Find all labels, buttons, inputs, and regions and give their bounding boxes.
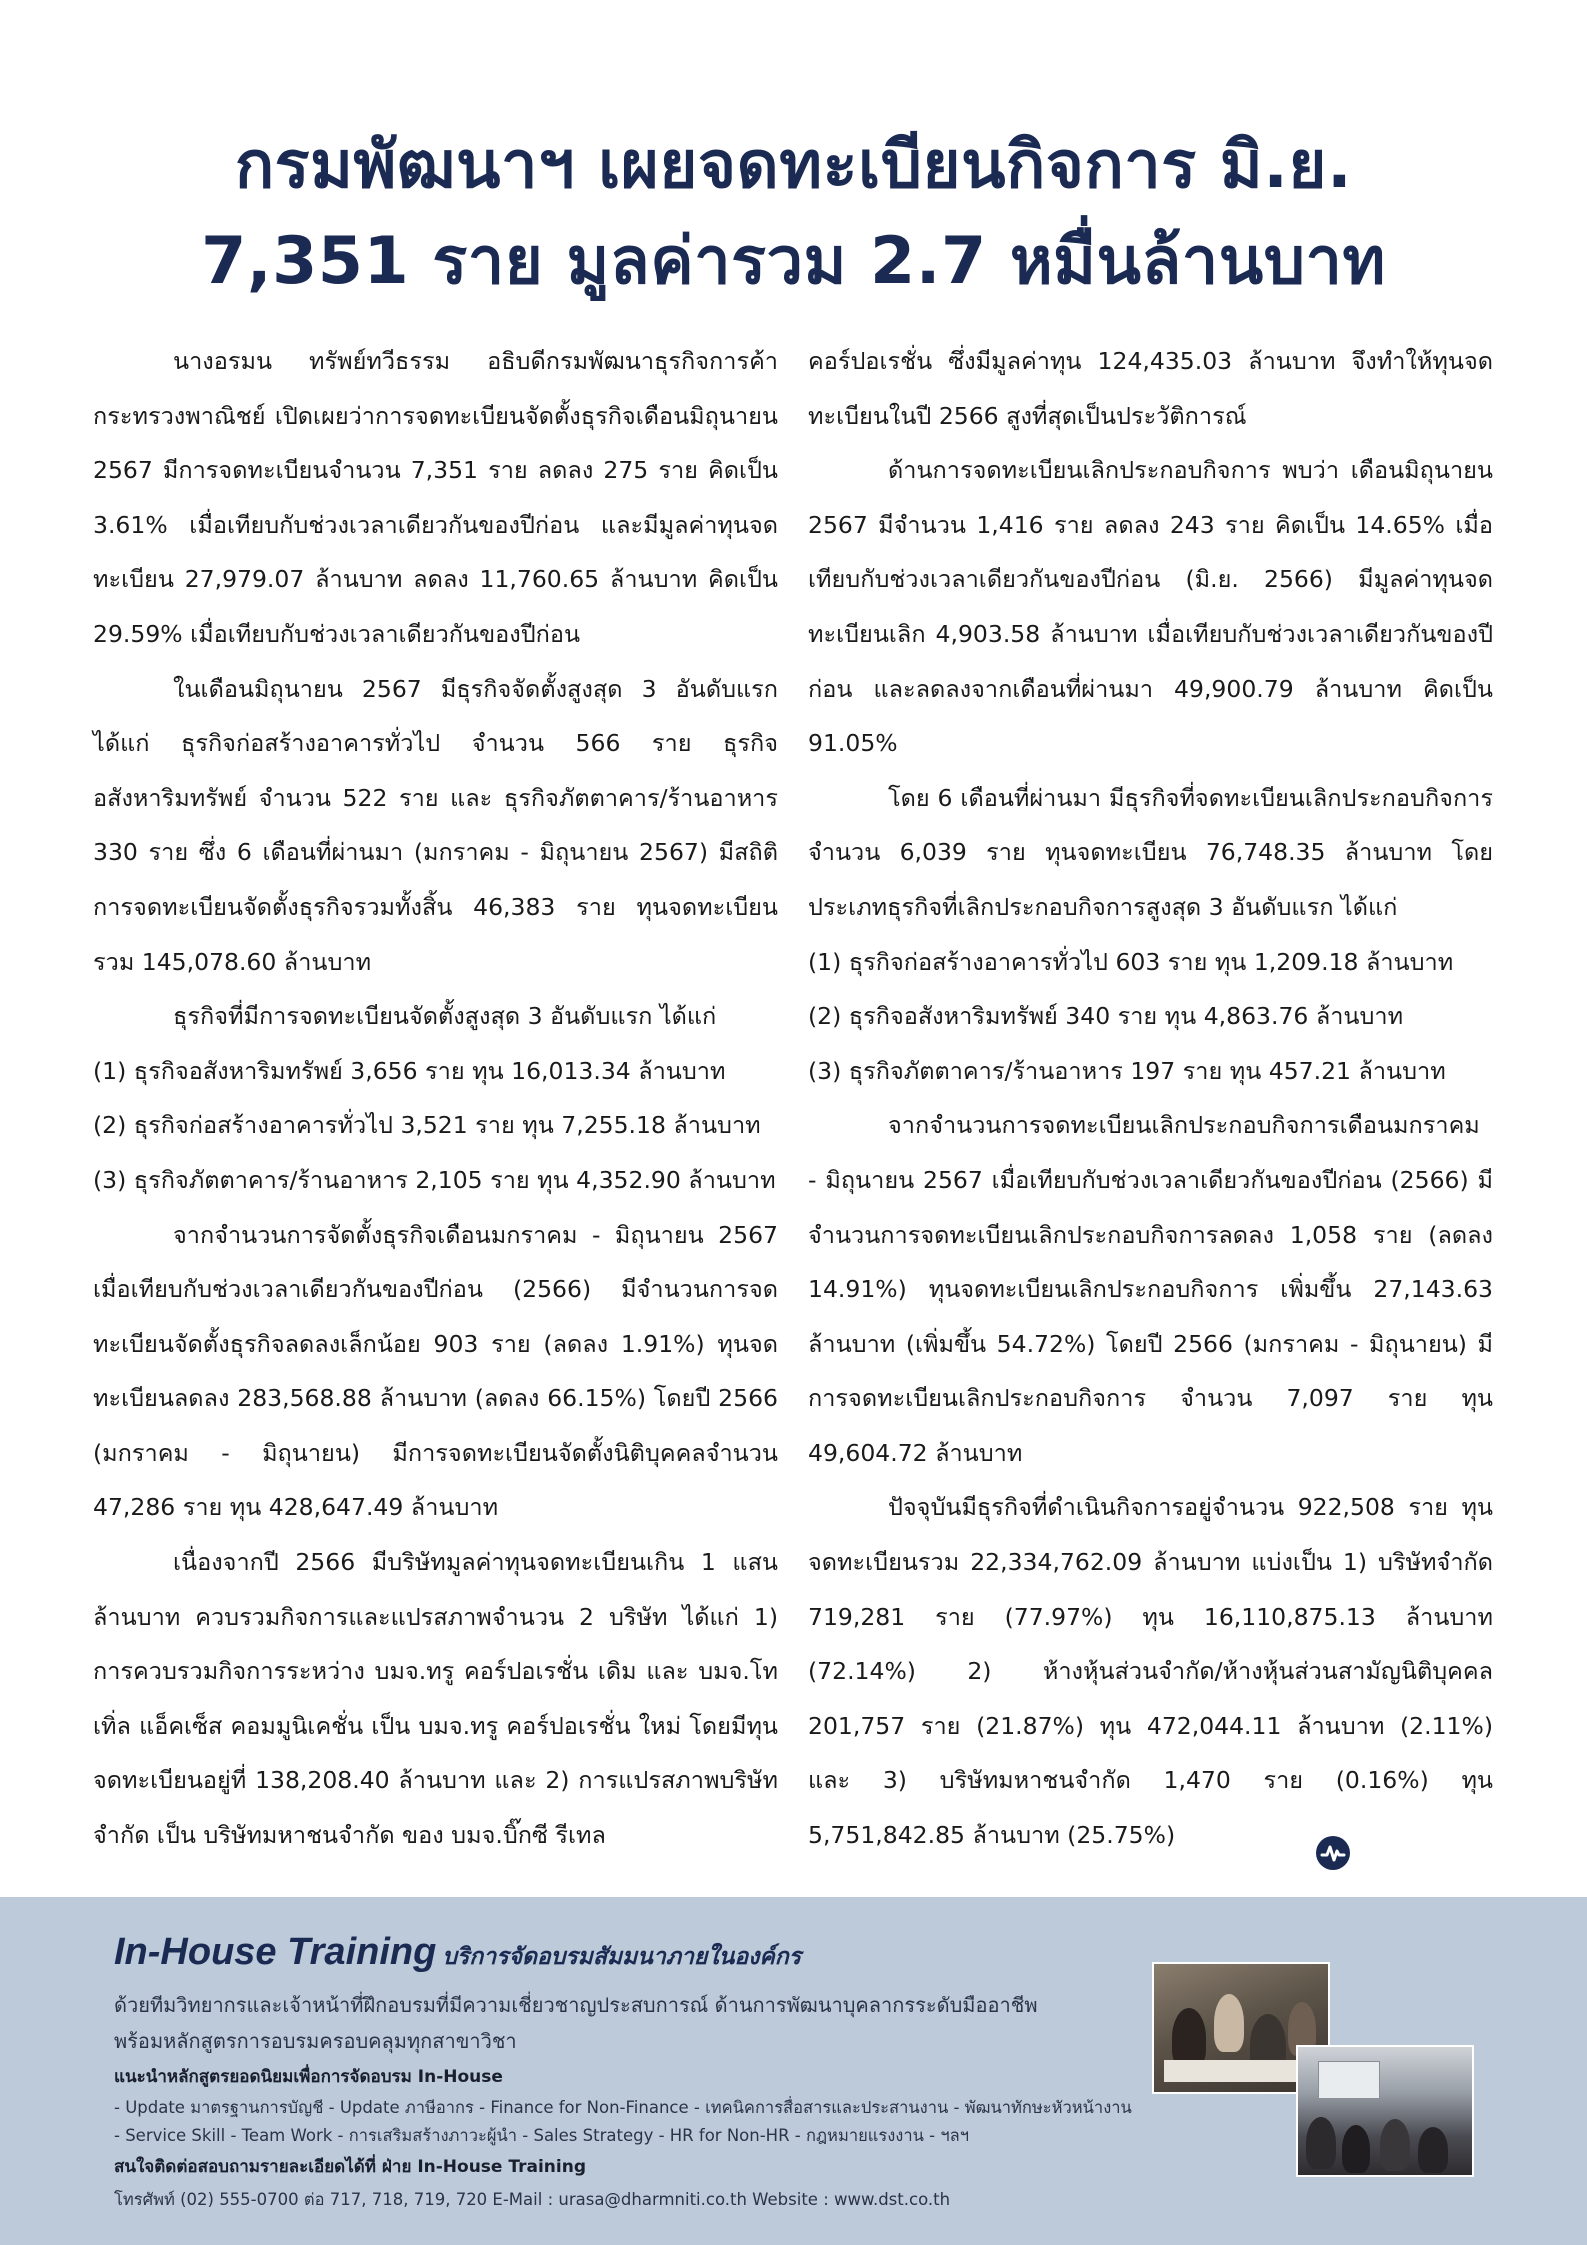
- contact-heading: สนใจติดต่อสอบถามรายละเอียดได้ที่ ฝ่าย In-House Training: [114, 2157, 586, 2177]
- paragraph-left-3: ธุรกิจที่มีการจดทะเบียนจัดตั้งสูงสุด 3 อันดับแรก ได้แก่: [173, 1002, 717, 1031]
- paragraph-left-6: (3) ธุรกิจภัตตาคาร/ร้านอาหาร 2,105 ราย ทุน 4,352.90 ล้านบาท: [93, 1165, 776, 1194]
- paragraph-right-3: โดย 6 เดือนที่ผ่านมา มีธุรกิจที่จดทะเบียนเลิกประกอบกิจการจำนวน 6,039 ราย ทุนจดทะเบียน 76,748.35 ล้านบาท โดยประเภทธุรกิจที่เลิกประกอบกิจการสูงสุด 3 อันดับแรก ได้แก่: [808, 783, 1493, 921]
- paragraph-left-1: นางอรมน ทรัพย์ทวีธรรม อธิบดีกรมพัฒนาธุรกิจการค้า กระทรวงพาณิชย์ เปิดเผยว่าการจดทะเบียนจัดตั้งธุรกิจเดือนมิถุนายน 2567 มีการจดทะเบียนจำนวน 7,351 ราย ลดลง 275 ราย คิดเป็น 3.61% เมื่อเทียบกับช่วงเวลาเดียวกันของปีก่อน และมีมูลค่าทุนจดทะเบียน 27,979.07 ล้านบาท ลดลง 11,760.65 ล้านบาท คิดเป็น 29.59% เมื่อเทียบกับช่วงเวลาเดียวกันของปีก่อน: [93, 347, 778, 648]
- contact-info: โทรศัพท์ (02) 555-0700 ต่อ 717, 718, 719, 720 E-Mail : urasa@dharmniti.co.th Website : www.dst.co.th: [114, 2190, 951, 2209]
- paragraph-right-2: ด้านการจดทะเบียนเลิกประกอบกิจการ พบว่า เดือนมิถุนายน 2567 มีจำนวน 1,416 ราย ลดลง 243 ราย คิดเป็น 14.65% เมื่อเทียบกับช่วงเวลาเดียวกันของปีก่อน (มิ.ย. 2566) มีมูลค่าทุนจดทะเบียนเลิก 4,903.58 ล้านบาท เมื่อเทียบกับช่วงเวลาเดียวกันของปีก่อน และลดลงจากเดือนที่ผ่านมา 49,900.79 ล้านบาท คิดเป็น 91.05%: [808, 456, 1493, 758]
- headline-line-1: กรมพัฒนาฯ เผยจดทะเบียนกิจการ มิ.ย.: [234, 128, 1353, 203]
- banner-brand: In-House Training: [114, 1931, 437, 1973]
- training-photo-2: [1296, 2045, 1474, 2177]
- paragraph-right-6: (3) ธุรกิจภัตตาคาร/ร้านอาหาร 197 ราย ทุน 457.21 ล้านบาท: [808, 1056, 1446, 1085]
- end-of-article-logo-icon: [1316, 1836, 1350, 1870]
- banner-title: [114, 1931, 801, 1975]
- paragraph-left-5: (2) ธุรกิจก่อสร้างอาคารทั่วไป 3,521 ราย ทุน 7,255.18 ล้านบาท: [93, 1111, 761, 1140]
- courses-list-line-2: - Service Skill - Team Work - การเสริมสร้างภาวะผู้นำ - Sales Strategy - HR for Non-HR - กฎหมายแรงงาน - ฯลฯ: [114, 2126, 969, 2145]
- paragraph-left-4: (1) ธุรกิจอสังหาริมทรัพย์ 3,656 ราย ทุน 16,013.34 ล้านบาท: [93, 1056, 726, 1085]
- paragraph-right-1: คอร์ปอเรชั่น ซึ่งมีมูลค่าทุน 124,435.03 ล้านบาท จึงทำให้ทุนจดทะเบียนในปี 2566 สูงที่สุดเป็นประวัติการณ์: [808, 347, 1493, 430]
- banner-description-line-2: พร้อมหลักสูตรการอบรมครอบคลุมทุกสาขาวิชา: [114, 2029, 517, 2053]
- article-column-left: [93, 334, 778, 1863]
- banner-subtitle: บริการจัดอบรมสัมมนาภายในองค์กร: [442, 1944, 802, 1970]
- paragraph-right-8: ปัจจุบันมีธุรกิจที่ดำเนินกิจการอยู่จำนวน 922,508 ราย ทุนจดทะเบียนรวม 22,334,762.09 ล้านบาท แบ่งเป็น 1) บริษัทจำกัด 719,281 ราย (77.97%) ทุน 16,110,875.13 ล้านบาท (72.14%) 2) ห้างหุ้นส่วนจำกัด/ห้างหุ้นส่วนสามัญนิติบุคคล 201,757 ราย (21.87%) ทุน 472,044.11 ล้านบาท (2.11%) และ 3) บริษัทมหาชนจำกัด 1,470 ราย (0.16%) ทุน 5,751,842.85 ล้านบาท (25.75%): [808, 1493, 1493, 1850]
- headline: [120, 118, 1467, 310]
- article-column-right: [808, 334, 1493, 1863]
- courses-list-line-1: - Update มาตรฐานการบัญชี - Update ภาษีอากร - Finance for Non-Finance - เทคนิคการสื่อสารและประสานงาน - พัฒนาทักษะหัวหน้างาน: [114, 2098, 1132, 2117]
- banner-description-line-1: ด้วยทีมวิทยากรและเจ้าหน้าที่ฝึกอบรมที่มีความเชี่ยวชาญประสบการณ์ ด้านการพัฒนาบุคลากรระดับมืออาชีพ: [114, 1993, 1038, 2017]
- headline-line-2: 7,351 ราย มูลค่ารวม 2.7 หมื่นล้านบาท: [201, 224, 1386, 299]
- paragraph-right-4: (1) ธุรกิจก่อสร้างอาคารทั่วไป 603 ราย ทุน 1,209.18 ล้านบาท: [808, 947, 1454, 976]
- in-house-training-banner: [0, 1897, 1587, 2245]
- paragraph-left-8: เนื่องจากปี 2566 มีบริษัทมูลค่าทุนจดทะเบียนเกิน 1 แสนล้านบาท ควบรวมกิจการและแปรสภาพจำนวน 2 บริษัท ได้แก่ 1) การควบรวมกิจการระหว่าง บมจ.ทรู คอร์ปอเรชั่น เดิม และ บมจ.โทเทิ่ล แอ็คเซ็ส คอมมูนิเคชั่น เป็น บมจ.ทรู คอร์ปอเรชั่น ใหม่ โดยมีทุนจดทะเบียนอยู่ที่ 138,208.40 ล้านบาท และ 2) การแปรสภาพบริษัทจำกัด เป็น บริษัทมหาชนจำกัด ของ บมจ.บิ๊กซี รีเทล: [93, 1548, 778, 1850]
- paragraph-right-7: จากจำนวนการจดทะเบียนเลิกประกอบกิจการเดือนมกราคม - มิถุนายน 2567 เมื่อเทียบกับช่วงเวลาเดียวกันของปีก่อน (2566) มีจำนวนการจดทะเบียนเลิกประกอบกิจการลดลง 1,058 ราย (ลดลง 14.91%) ทุนจดทะเบียนเลิกประกอบกิจการ เพิ่มขึ้น 27,143.63 ล้านบาท (เพิ่มขึ้น 54.72%) โดยปี 2566 (มกราคม - มิถุนายน) มีการจดทะเบียนเลิกประกอบกิจการ จำนวน 7,097 ราย ทุน 49,604.72 ล้านบาท: [808, 1111, 1493, 1467]
- paragraph-right-5: (2) ธุรกิจอสังหาริมทรัพย์ 340 ราย ทุน 4,863.76 ล้านบาท: [808, 1002, 1404, 1031]
- paragraph-left-7: จากจำนวนการจัดตั้งธุรกิจเดือนมกราคม - มิถุนายน 2567 เมื่อเทียบกับช่วงเวลาเดียวกันของปีก่อน (2566) มีจำนวนการจดทะเบียนจัดตั้งธุรกิจลดลงเล็กน้อย 903 ราย (ลดลง 1.91%) ทุนจดทะเบียนลดลง 283,568.88 ล้านบาท (ลดลง 66.15%) โดยปี 2566 (มกราคม - มิถุนายน) มีการจดทะเบียนจัดตั้งนิติบุคคลจำนวน 47,286 ราย ทุน 428,647.49 ล้านบาท: [93, 1220, 778, 1522]
- courses-heading: แนะนำหลักสูตรยอดนิยมเพื่อการจัดอบรม In-House: [114, 2067, 503, 2087]
- paragraph-left-2: ในเดือนมิถุนายน 2567 มีธุรกิจจัดตั้งสูงสุด 3 อันดับแรก ได้แก่ ธุรกิจก่อสร้างอาคารทั่วไป จำนวน 566 ราย ธุรกิจอสังหาริมทรัพย์ จำนวน 522 ราย และ ธุรกิจภัตตาคาร/ร้านอาหาร 330 ราย ซึ่ง 6 เดือนที่ผ่านมา (มกราคม - มิถุนายน 2567) มีสถิติการจดทะเบียนจัดตั้งธุรกิจรวมทั้งสิ้น 46,383 ราย ทุนจดทะเบียนรวม 145,078.60 ล้านบาท: [93, 674, 778, 976]
